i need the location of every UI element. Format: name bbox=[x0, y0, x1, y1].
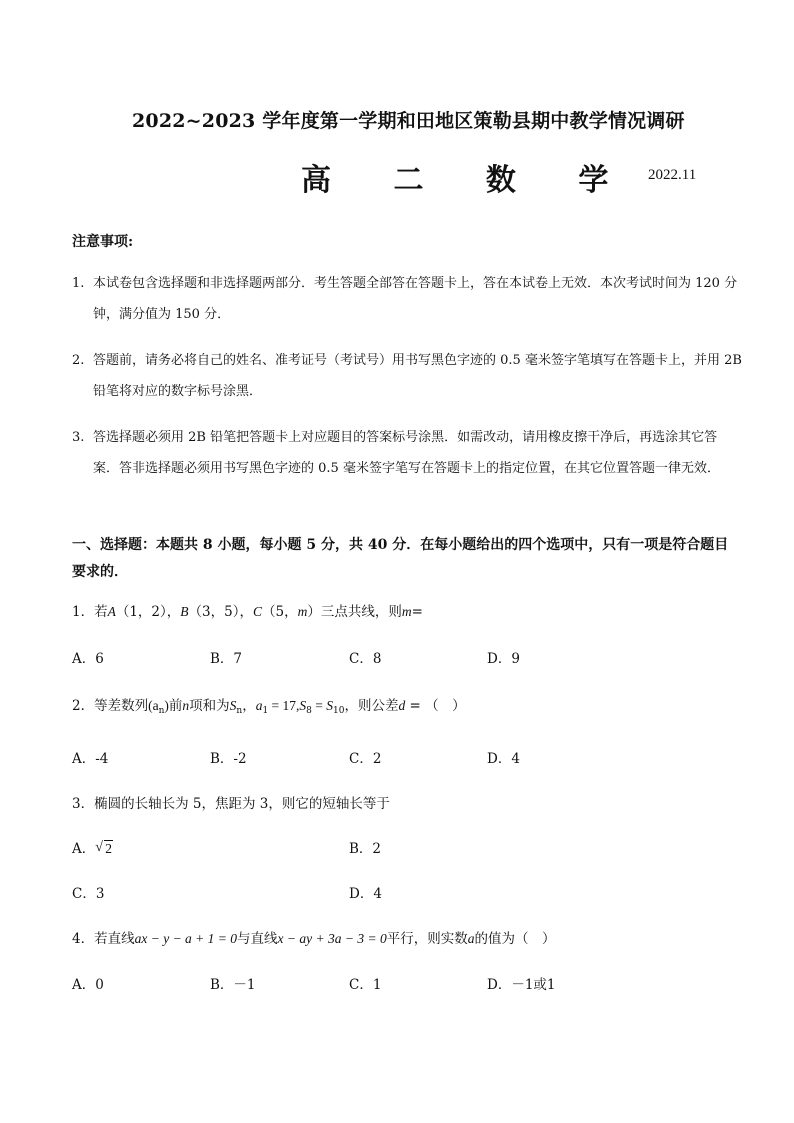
q2-text: ，则公差 bbox=[344, 698, 399, 714]
q2-option-c[interactable]: C．2 bbox=[349, 751, 382, 767]
q4-prefix: 4．若直线 bbox=[72, 931, 135, 947]
paren: ) bbox=[164, 698, 169, 713]
subscript: 8 bbox=[306, 706, 312, 716]
subscript: 10 bbox=[333, 706, 345, 716]
variable-n: n bbox=[182, 698, 190, 713]
note-text: 答选择题必须用 2B 铅笔把答题卡上对应题目的答案标号涂黑．如需改动，请用橡皮擦干净后，再选涂其它答案．答非选择题必须用书写黑色字迹的 0.5 毫米签字笔写在答题卡上的指定位置，在其它位置答题一律无效． bbox=[93, 430, 720, 476]
q2-text: ， bbox=[242, 698, 256, 714]
q1-option-c[interactable]: C．8 bbox=[349, 651, 382, 667]
variable-a: a bbox=[255, 698, 263, 713]
q2-text: 项和为 bbox=[189, 698, 230, 714]
question-4 bbox=[72, 927, 555, 947]
notes-heading: 注意事项: bbox=[72, 234, 134, 250]
subscript: 1 bbox=[262, 706, 269, 716]
question-3: 3．椭圆的长轴长为 5，焦距为 3，则它的短轴长等于 bbox=[72, 796, 390, 812]
point-a: A bbox=[107, 604, 116, 619]
question-1 bbox=[72, 600, 423, 620]
variable-s: S bbox=[299, 698, 307, 713]
note-number: 3. bbox=[72, 430, 85, 445]
q3-option-c[interactable]: C．3 bbox=[72, 886, 105, 902]
note-number: 1. bbox=[72, 276, 85, 291]
q2-option-b[interactable]: B．-2 bbox=[210, 751, 247, 767]
q2-option-a[interactable]: A．-4 bbox=[72, 751, 109, 767]
option-label: A． bbox=[72, 841, 96, 857]
sqrt-symbol bbox=[95, 841, 113, 857]
variable-a: a bbox=[467, 931, 475, 946]
point-b: B bbox=[180, 604, 189, 619]
q4-option-d[interactable]: D．－1或1 bbox=[487, 977, 556, 993]
q2-formula: = 17, bbox=[268, 698, 300, 713]
point-c-coords: （5， bbox=[261, 604, 298, 620]
subscript: n bbox=[158, 706, 165, 716]
question-2 bbox=[72, 694, 466, 716]
note-text: 答题前，请务必将自己的姓名、准考证号（考试号）用书写黑色字迹的 0.5 毫米签字笔填写在答题卡上，并用 2B 铅笔将对应的数字标号涂黑． bbox=[93, 353, 742, 399]
point-c: C bbox=[252, 604, 262, 619]
variable-m: m bbox=[297, 604, 308, 619]
note-text: 本试卷包含选择题和非选择题两部分．考生答题全部答在答题卡上，答在本试卷上无效．本次考试时间为 120 分钟，满分值为 150 分． bbox=[93, 276, 738, 322]
note-item-2 bbox=[72, 345, 743, 407]
exam-date: 2022.11 bbox=[648, 167, 697, 183]
line-equation-1: ax − y − a + 1 = 0 bbox=[134, 931, 238, 946]
section-heading-line-2: 要求的． bbox=[72, 564, 128, 580]
q4-end: 的值为（ ） bbox=[474, 931, 556, 947]
point-a-coords: （1，2）， bbox=[115, 604, 181, 620]
q1-option-d[interactable]: D．9 bbox=[487, 651, 520, 667]
q1-option-a[interactable]: A．6 bbox=[72, 651, 104, 667]
section-heading-line-1: 一、选择题：本题共 8 小题，每小题 5 分，共 40 分．在每小题给出的四个选项中，只有一项是符合题目 bbox=[72, 537, 729, 553]
variable-d: d bbox=[398, 698, 406, 713]
q4-text: 平行，则实数 bbox=[386, 931, 468, 947]
note-number: 2. bbox=[72, 353, 85, 368]
q3-option-a[interactable] bbox=[72, 837, 113, 857]
subscript: n bbox=[236, 706, 243, 716]
q2-end: = （ ） bbox=[405, 698, 466, 714]
point-b-coords: （3，5）， bbox=[188, 604, 253, 620]
variable-s: S bbox=[229, 698, 237, 713]
exam-title: 2022~2023 学年度第一学期和田地区策勒县期中教学情况调研 bbox=[132, 110, 685, 132]
variable-s: S bbox=[326, 698, 334, 713]
sequence-symbol: (a bbox=[148, 698, 159, 713]
q1-option-b[interactable]: B．7 bbox=[210, 651, 243, 667]
subject-title: 高 二 数 学 bbox=[301, 163, 635, 198]
radicand: 2 bbox=[105, 841, 112, 856]
q4-option-c[interactable]: C．1 bbox=[349, 977, 382, 993]
q2-option-d[interactable]: D．4 bbox=[487, 751, 520, 767]
q4-option-a[interactable]: A．0 bbox=[72, 977, 104, 993]
q1-end: = bbox=[411, 604, 423, 620]
equals: = bbox=[311, 698, 327, 713]
q3-option-b[interactable]: B．2 bbox=[349, 841, 382, 857]
q4-option-b[interactable]: B．－1 bbox=[210, 977, 256, 993]
q1-condition: ）三点共线，则 bbox=[307, 604, 402, 620]
q3-option-d[interactable]: D．4 bbox=[349, 886, 382, 902]
q2-text: 前 bbox=[168, 698, 183, 714]
variable-m: m bbox=[401, 604, 412, 619]
q1-prefix: 1．若 bbox=[72, 604, 108, 620]
line-equation-2: x − ay + 3a − 3 = 0 bbox=[277, 931, 387, 946]
q2-prefix: 2．等差数列 bbox=[72, 698, 149, 714]
note-item-1 bbox=[72, 268, 743, 330]
q4-text: 与直线 bbox=[237, 931, 278, 947]
note-item-3 bbox=[72, 422, 743, 484]
